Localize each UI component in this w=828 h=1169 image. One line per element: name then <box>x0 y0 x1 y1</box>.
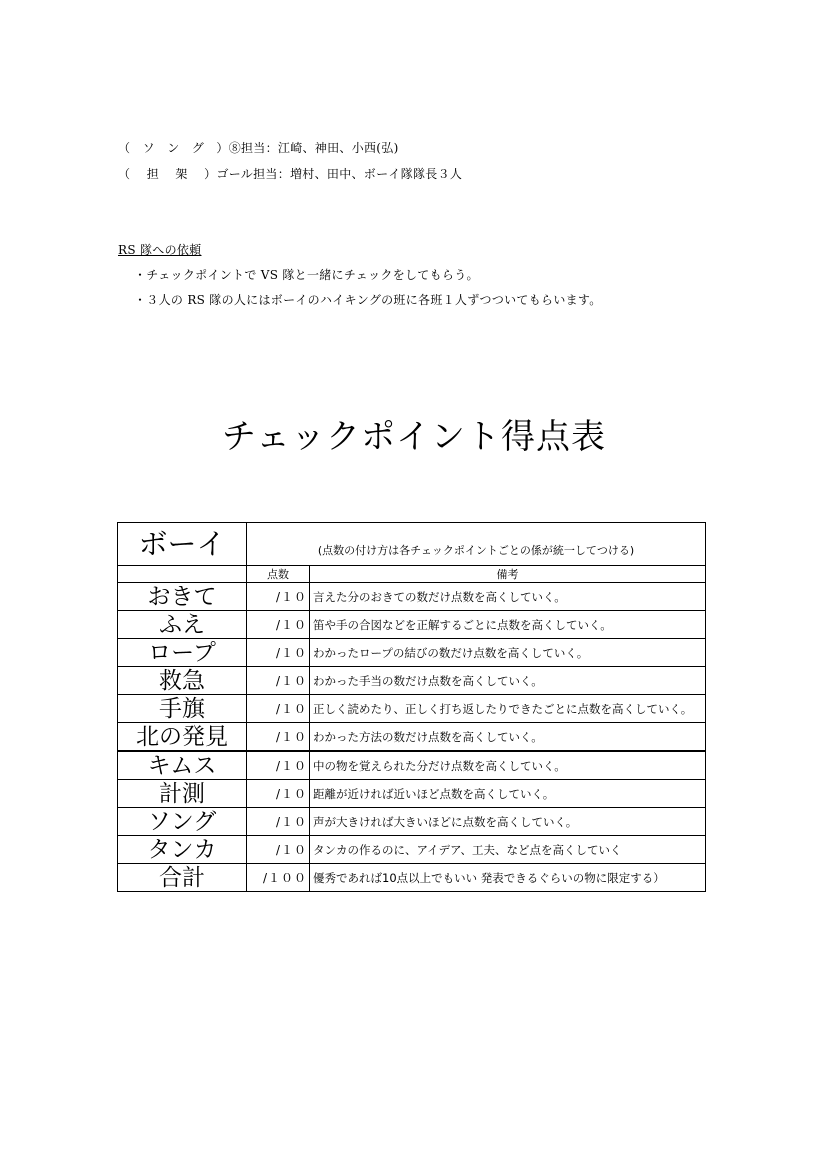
checkpoint-points: /１０ <box>247 583 310 611</box>
total-label: 合計 <box>118 864 247 892</box>
table-row <box>118 723 706 752</box>
checkpoint-points: /１０ <box>247 639 310 667</box>
checkpoint-note: 距離が近ければ近いほど点数を高くしていく。 <box>310 780 706 808</box>
checkpoint-name: タンカ <box>118 836 247 864</box>
total-row <box>118 864 706 892</box>
checkpoint-name: おきて <box>118 583 247 611</box>
checkpoint-name: キムス <box>118 751 247 780</box>
checkpoint-note: 声が大きければ大きいほどに点数を高くしていく。 <box>310 808 706 836</box>
points-column-header: 点数 <box>247 566 310 583</box>
notes-column-header: 備考 <box>310 566 706 583</box>
total-note: 優秀であれば10点以上でもいい 発表できるぐらいの物に限定する） <box>310 864 706 892</box>
table-row <box>118 808 706 836</box>
page-title: チェックポイント得点表 <box>222 417 606 457</box>
table-row <box>118 751 706 780</box>
checkpoint-name: 救急 <box>118 667 247 695</box>
checkpoint-note: わかったロープの結びの数だけ点数を高くしていく。 <box>310 639 706 667</box>
checkpoint-note: 正しく読めたり、正しく打ち返したりできたごとに点数を高くしていく。 <box>310 695 706 723</box>
checkpoint-note: 中の物を覚えられた分だけ点数を高くしていく。 <box>310 751 706 780</box>
table-header-row <box>118 523 706 566</box>
checkpoint-note: わかった手当の数だけ点数を高くしていく。 <box>310 667 706 695</box>
checkpoint-note: タンカの作るのに、アイデア、工夫、など点を高くしていく <box>310 836 706 864</box>
table-row <box>118 695 706 723</box>
table-corner-label: ボーイ <box>118 523 247 566</box>
column-header-row <box>118 566 706 583</box>
checkpoint-points: /１０ <box>247 808 310 836</box>
rs-request-heading: RS 隊への依頼 <box>118 243 202 257</box>
checkpoint-points: /１０ <box>247 836 310 864</box>
blank-header-cell <box>118 566 247 583</box>
role-line-song: （ ソ ン グ ）⑧担当：江崎、神田、小西(弘) <box>118 141 399 155</box>
checkpoint-name: 計測 <box>118 780 247 808</box>
scoring-note: (点数の付け方は各チェックポイントごとの係が統一してつける) <box>247 523 706 566</box>
role-line-stretcher: （ 担 架 ）ゴール担当：増村、田中、ボーイ隊隊長３人 <box>118 167 463 181</box>
table-row <box>118 780 706 808</box>
total-points: /１００ <box>247 864 310 892</box>
checkpoint-note: 言えた分のおきての数だけ点数を高くしていく。 <box>310 583 706 611</box>
score-table <box>117 522 706 892</box>
table-row <box>118 667 706 695</box>
checkpoint-name: 北の発見 <box>118 723 247 752</box>
rs-request-item: ・チェックポイントで VS 隊と一緒にチェックをしてもらう。 <box>134 268 479 282</box>
checkpoint-points: /１０ <box>247 667 310 695</box>
checkpoint-points: /１０ <box>247 751 310 780</box>
checkpoint-points: /１０ <box>247 611 310 639</box>
rs-request-item: ・３人の RS 隊の人にはボーイのハイキングの班に各班１人ずつついてもらいます。 <box>134 293 602 307</box>
checkpoint-name: ロープ <box>118 639 247 667</box>
table-row <box>118 583 706 611</box>
checkpoint-points: /１０ <box>247 695 310 723</box>
checkpoint-note: 笛や手の合図などを正解するごとに点数を高くしていく。 <box>310 611 706 639</box>
table-row <box>118 639 706 667</box>
checkpoint-name: ソング <box>118 808 247 836</box>
checkpoint-note: わかった方法の数だけ点数を高くしていく。 <box>310 723 706 752</box>
table-row <box>118 611 706 639</box>
table-row <box>118 836 706 864</box>
checkpoint-name: ふえ <box>118 611 247 639</box>
checkpoint-points: /１０ <box>247 723 310 752</box>
checkpoint-name: 手旗 <box>118 695 247 723</box>
checkpoint-points: /１０ <box>247 780 310 808</box>
